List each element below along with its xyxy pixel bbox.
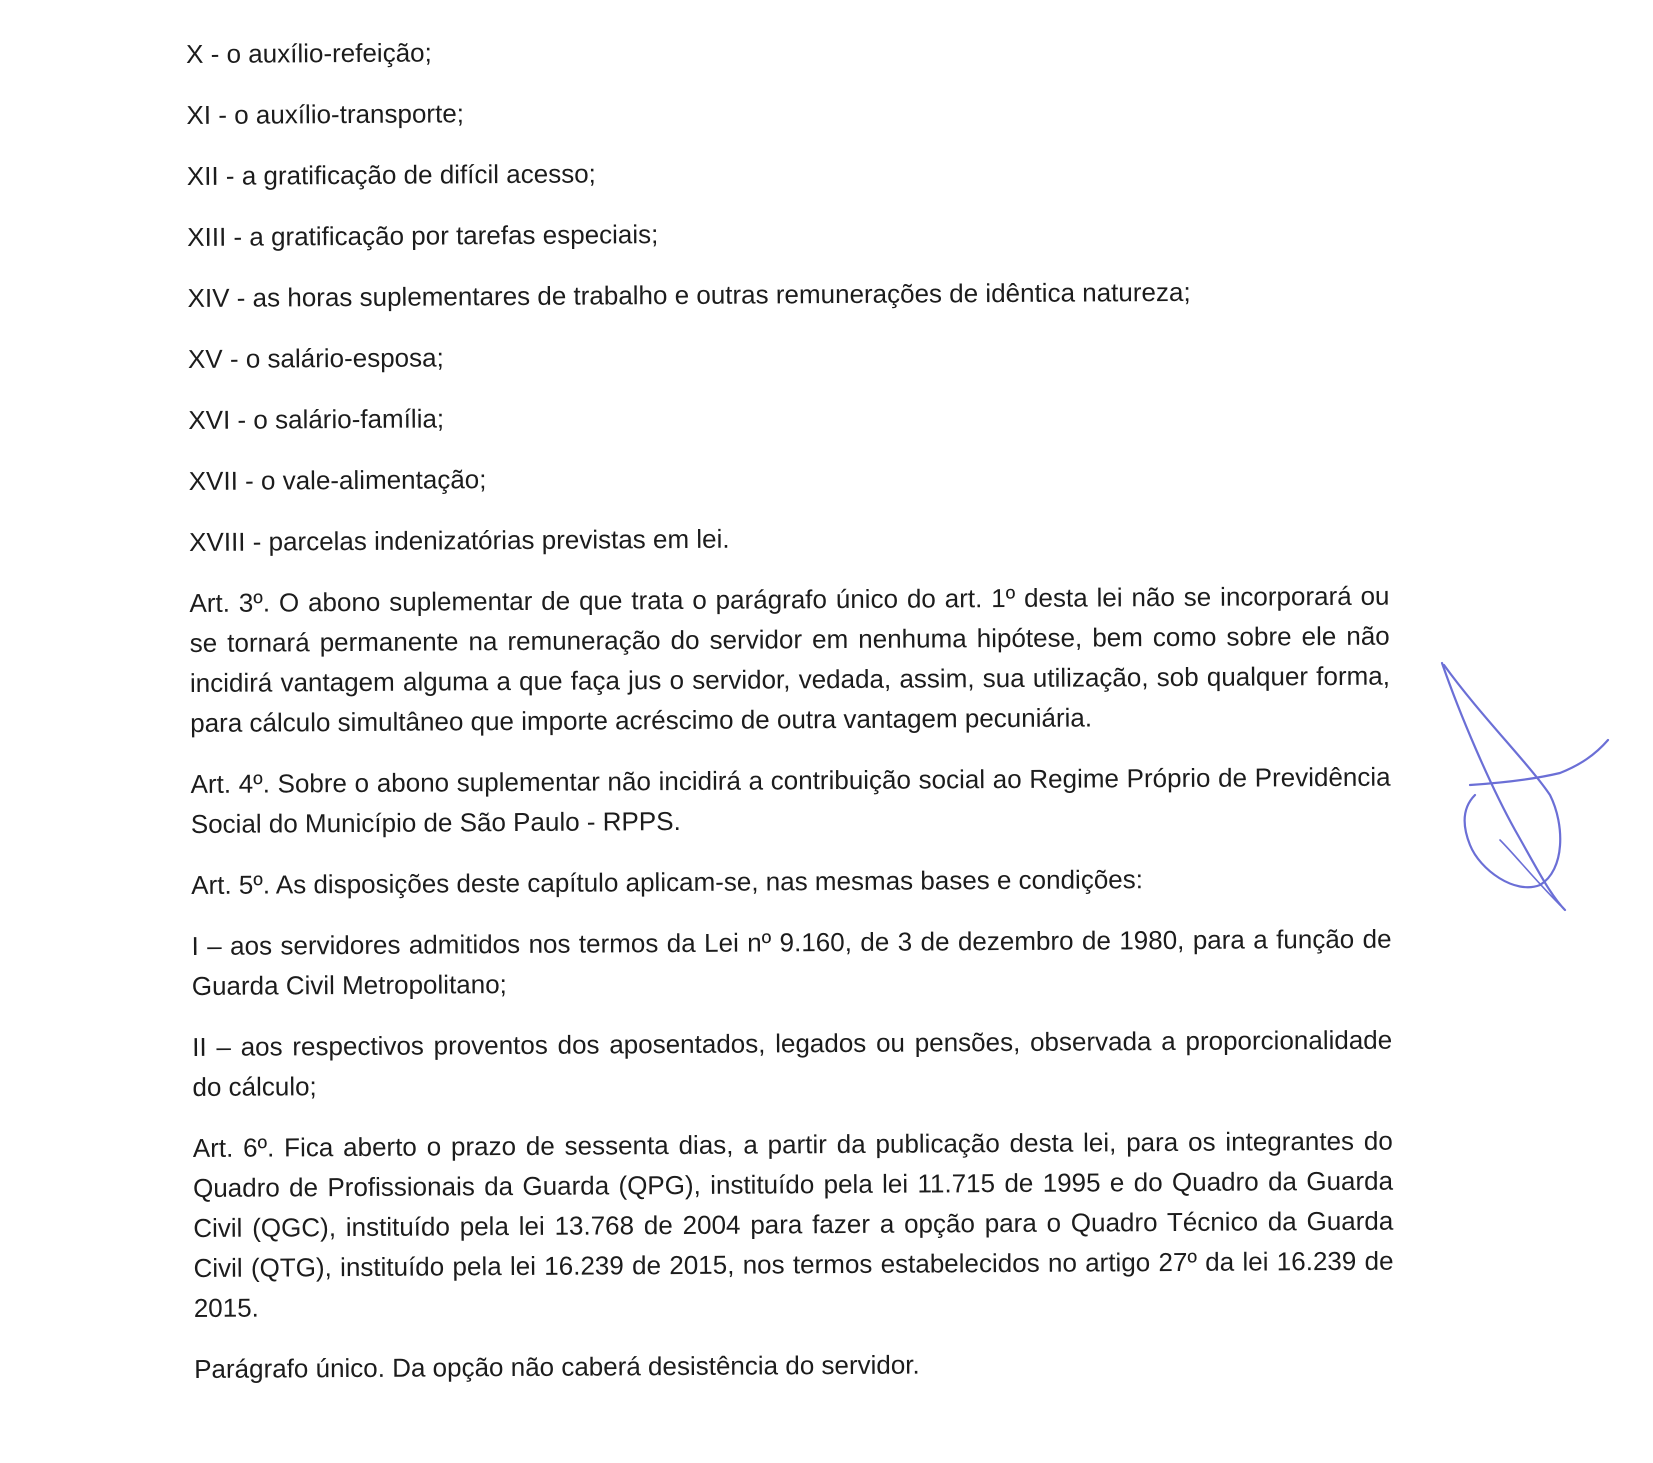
article-5-item-ii: II – aos respectivos proventos dos aposentados, legados ou pensões, observada a proporcionalidade do cálculo; bbox=[192, 1024, 1393, 1102]
article-4: Art. 4º. Sobre o abono suplementar não incidirá a contribuição social ao Regime Próprio de Previdência Social do Município de São Paulo - RPPS. bbox=[190, 761, 1391, 839]
list-item: XVIII - parcelas indenizatórias previstas em lei. bbox=[189, 523, 730, 557]
article-6-paragraph: Parágrafo único. Da opção não caberá desistência do servidor. bbox=[194, 1349, 920, 1384]
list-item: X - o auxílio-refeição; bbox=[186, 37, 432, 69]
list-item: XVII - o vale-alimentação; bbox=[188, 464, 487, 496]
list-item: XI - o auxílio-transporte; bbox=[186, 98, 465, 130]
list-item: XV - o salário-esposa; bbox=[187, 342, 444, 374]
signature-stroke bbox=[1500, 840, 1560, 905]
article-3: Art. 3º. O abono suplementar de que trata o parágrafo único do art. 1º desta lei não se incorporará ou se tornará permanente na remuneração do servidor em nenhuma hipótese, bem como sobre ele não incidirá vantagem alguma a que faça jus o servidor, vedada, assim, sua utilização, sob qualquer forma, para cálculo simultâneo que importe acréscimo de outra vantagem pecuniária. bbox=[189, 580, 1391, 738]
article-5-item-i: I – aos servidores admitidos nos termos da Lei nº 9.160, de 3 de dezembro de 1980, para a função de Guarda Civil Metropolitano; bbox=[191, 923, 1392, 1001]
list-item: XIV - as horas suplementares de trabalho e outras remunerações de idêntica natureza; bbox=[187, 276, 1191, 313]
list-item: XIII - a gratificação por tarefas especiais; bbox=[187, 219, 659, 252]
list-item: XVI - o salário-família; bbox=[188, 403, 445, 435]
document-body bbox=[186, 27, 1394, 1410]
article-6: Art. 6º. Fica aberto o prazo de sessenta dias, a partir da publicação desta lei, para os integrantes do Quadro de Profissionais da Guarda (QPG), instituído pela lei 11.715 de 1995 e do Quadro da Guarda Civil (QGC), instituído pela lei 13.768 de 2004 para fazer a opção para o Quadro Técnico da Guarda Civil (QTG), instituído pela lei 16.239 de 2015, nos termos estabelecidos no artigo 27º da lei 16.239 de 2015. bbox=[192, 1125, 1394, 1323]
list-item: XII - a gratificação de difícil acesso; bbox=[186, 158, 596, 191]
signature-stroke bbox=[1442, 663, 1565, 910]
article-5: Art. 5º. As disposições deste capítulo aplicam-se, nas mesmas bases e condições: bbox=[191, 864, 1144, 900]
handwritten-signature bbox=[1440, 655, 1610, 915]
signature-stroke bbox=[1470, 740, 1608, 785]
